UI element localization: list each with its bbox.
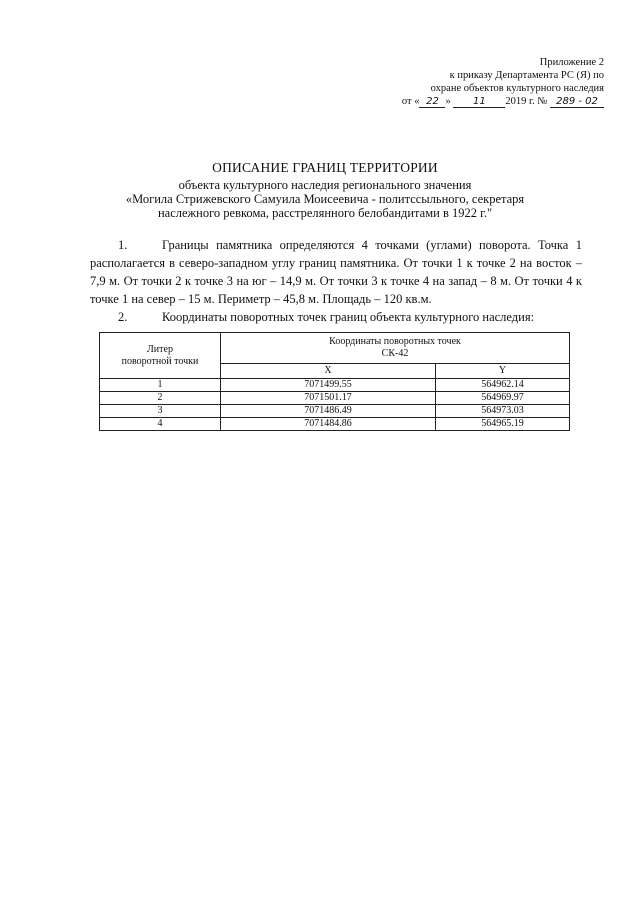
header-liter-line-2: поворотной точки: [121, 355, 199, 367]
table-row: [100, 405, 570, 418]
paragraph-2-text: Координаты поворотных точек границ объекта культурного наследия:: [162, 310, 535, 324]
annex-line-3: охране объектов культурного наследия: [430, 83, 604, 94]
annex-number: 289 - 02: [550, 96, 604, 108]
cell-point: 3: [100, 405, 221, 418]
document-title: [90, 160, 560, 220]
header-coordinates-line-1: Координаты поворотных точек: [329, 336, 461, 347]
cell-x: 7071486.49: [221, 405, 436, 418]
paragraph-2: [90, 308, 582, 326]
title-line-2: «Могила Стрижевского Самуила Моисеевича - политссыльного, секретаря: [125, 192, 525, 206]
annex-line-4: [374, 95, 604, 108]
cell-y: 564965.19: [436, 418, 570, 431]
annex-header: [374, 56, 604, 108]
annex-date-sep: »: [445, 96, 451, 107]
body-text: [90, 236, 582, 326]
header-liter: [100, 333, 221, 379]
header-x: X: [221, 364, 436, 379]
header-y: Y: [436, 364, 570, 379]
cell-x: 7071484.86: [221, 418, 436, 431]
cell-y: 564973.03: [436, 405, 570, 418]
title-main: ОПИСАНИЕ ГРАНИЦ ТЕРРИТОРИИ: [212, 160, 438, 175]
title-line-1: объекта культурного наследия регионального значения: [178, 178, 472, 192]
header-coordinates: [221, 333, 570, 364]
annex-date-prefix: от «: [401, 96, 420, 107]
cell-point: 1: [100, 379, 221, 392]
paragraph-1: [90, 236, 582, 308]
title-line-3: наслежного ревкома, расстрелянного белобандитами в 1922 г.": [157, 206, 493, 220]
header-coordinates-line-2: СК-42: [381, 348, 409, 359]
cell-y: 564969.97: [436, 392, 570, 405]
header-liter-line-1: Литер: [147, 343, 173, 355]
annex-line-1: Приложение 2: [539, 57, 604, 68]
paragraph-1-number: 1.: [118, 238, 128, 252]
annex-line-2: к приказу Департамента РС (Я) по: [449, 70, 604, 81]
cell-y: 564962.14: [436, 379, 570, 392]
annex-year: 2019 г. №: [505, 96, 548, 107]
coordinates-table: [99, 332, 570, 431]
table-row: [100, 379, 570, 392]
annex-month: 11: [453, 96, 505, 108]
table-row: [100, 418, 570, 431]
cell-x: 7071501.17: [221, 392, 436, 405]
cell-point: 2: [100, 392, 221, 405]
annex-day: 22: [419, 96, 445, 108]
cell-x: 7071499.55: [221, 379, 436, 392]
table-row: [100, 392, 570, 405]
cell-point: 4: [100, 418, 221, 431]
paragraph-2-number: 2.: [118, 310, 128, 324]
paragraph-1-text: Границы памятника определяются 4 точками (углами) поворота. Точка 1 располагается в северо-западном углу границ памятника. От точки 1 к точке 2 на восток – 7,9 м. От точки 2 к точке 3 на юг – 14,9 м. От точки 3 к точке 4 на запад – 8 м. От точки 4 к точке 1 на север – 15 м. Периметр – 45,8 м. Площадь – 120 кв.м.: [90, 238, 582, 306]
